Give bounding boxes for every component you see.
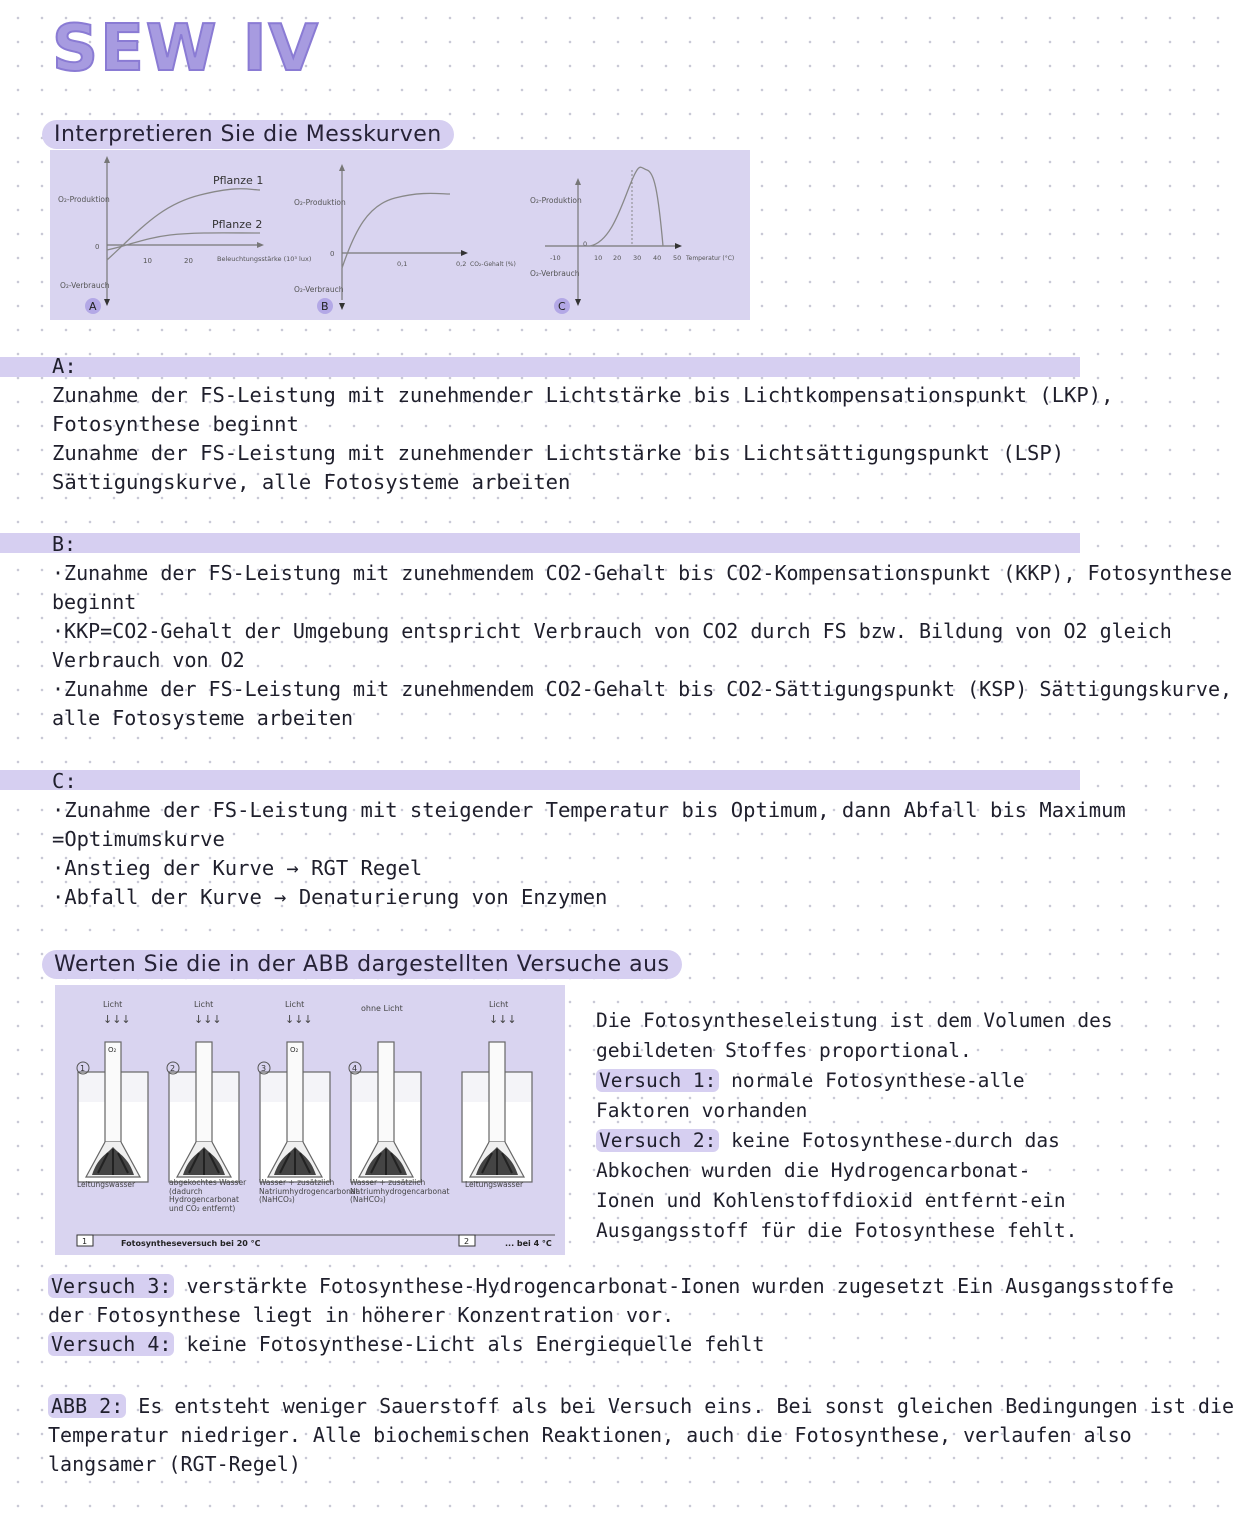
no-light-label: ohne Licht	[361, 1004, 403, 1013]
experiment-svg	[55, 985, 565, 1255]
section-b-line: Verbrauch von O2	[52, 648, 245, 672]
versuch2-label: Versuch 2:	[596, 1129, 719, 1152]
versuch1-text: normale Fotosynthese-alle	[719, 1069, 1025, 1092]
charts-svg	[50, 150, 750, 320]
chart-c-tick: 30	[633, 254, 642, 262]
beaker-number: 4	[352, 1064, 358, 1073]
beaker-5	[462, 1000, 532, 1189]
chart-a-curve2-label: Pflanze 2	[212, 218, 263, 231]
chart-c-zero: 0	[583, 240, 588, 248]
abb2-notes	[48, 1392, 1234, 1479]
oxygen-label: O₂	[290, 1046, 299, 1054]
chart-c-tick: 50	[673, 254, 682, 262]
chart-c-tick: 40	[653, 254, 662, 262]
beaker-caption: Wasser + zusätzlich Natriumhydrogencarbonat (NaHCO₃)	[350, 1178, 450, 1204]
chart-c-ylabel-bottom: O₂-Verbrauch	[530, 269, 580, 278]
beaker-2	[167, 1000, 249, 1229]
chart-a-zero: 0	[95, 243, 100, 251]
section-b	[52, 530, 1233, 733]
chart-a-tick: 20	[184, 257, 193, 265]
section-b-line: ·KKP=CO2-Gehalt der Umgebung entspricht Verbrauch von CO2 durch FS bzw. Bildung von O2 gleich	[52, 619, 1172, 643]
oxygen-label: O₂	[108, 1046, 117, 1054]
chart-a-ylabel-top: O₂-Produktion	[58, 195, 110, 204]
fig1-title: Fotosyntheseversuch bei 20 °C	[121, 1239, 261, 1248]
section-a-line: Zunahme der FS-Leistung mit zunehmender Lichtstärke bis Lichtsättigungspunkt (LSP)	[52, 441, 1065, 465]
beaker-4	[349, 1004, 450, 1229]
section-a	[52, 352, 1114, 497]
light-arrows-icon: ↓↓↓	[194, 1013, 222, 1026]
experiment-figure	[55, 985, 565, 1255]
chart-a-curve-pflanze2	[107, 233, 260, 250]
chart-a-xlabel: Beleuchtungsstärke (10³ lux)	[217, 255, 312, 263]
light-arrows-icon: ↓↓↓	[285, 1013, 313, 1026]
versuch3-label: Versuch 3:	[48, 1274, 174, 1298]
versuch4-label: Versuch 4:	[48, 1332, 174, 1356]
section-b-line: ·Zunahme der FS-Leistung mit zunehmendem CO2-Gehalt bis CO2-Sättigungspunkt (KSP) Sättigungskurve,	[52, 677, 1233, 701]
section-heading-curves: Interpretieren Sie die Messkurven	[42, 120, 454, 149]
beaker-number: 3	[261, 1064, 267, 1073]
chart-b-zero: 0	[330, 250, 335, 258]
chart-b-tick: 0,2	[456, 260, 467, 268]
beaker-caption: abgekochtes Wasser (dadurch Hydrogencarbonat und CO₂ entfernt)	[169, 1178, 247, 1213]
notes-line: Ausgangsstoff für die Fotosynthese fehlt.	[596, 1219, 1078, 1242]
beaker-3	[258, 1000, 359, 1229]
section-b-label: B:	[52, 532, 77, 556]
beaker-caption: Wasser + zusätzlich Natriumhydrogencarbonat (NaHCO₃)	[259, 1178, 359, 1204]
chart-a-curve1-label: Pflanze 1	[213, 174, 264, 187]
chart-c-badge: C	[558, 300, 566, 313]
experiment-notes	[596, 1006, 1113, 1246]
chart-b-ylabel-bottom: O₂-Verbrauch	[294, 285, 344, 294]
section-c	[52, 767, 1126, 912]
chart-b-badge: B	[321, 300, 329, 313]
versuch2-text: keine Fotosynthese-durch das	[719, 1129, 1060, 1152]
chart-b-xlabel: CO₂-Gehalt (%)	[470, 261, 516, 268]
section-a-line: Fotosynthese beginnt	[52, 412, 299, 436]
section-heading-experiments: Werten Sie die in der ABB dargestellten Versuche aus	[42, 950, 682, 979]
abb2-line: Temperatur niedriger. Alle biochemischen Reaktionen, auch die Fotosynthese, verlaufen also	[48, 1423, 1132, 1447]
versuch3-line: der Fotosynthese liegt in höherer Konzentration vor.	[48, 1303, 675, 1327]
beaker-number: 2	[170, 1064, 176, 1073]
chart-b-curve	[342, 193, 450, 268]
light-label: Licht	[285, 1000, 305, 1009]
beaker-number: 1	[80, 1064, 86, 1073]
notes-line: gebildeten Stoffes proportional.	[596, 1039, 972, 1062]
beaker-1	[77, 1000, 148, 1189]
fig2-title: ... bei 4 °C	[505, 1239, 552, 1248]
notes-line: Die Fotosyntheseleistung ist dem Volumen des	[596, 1009, 1113, 1032]
notes-line: Ionen und Kohlenstoffdioxid entfernt-ein	[596, 1189, 1066, 1212]
section-c-line: ·Anstieg der Kurve → RGT Regel	[52, 856, 423, 880]
chart-b	[294, 164, 516, 314]
chart-a-badge: A	[89, 300, 97, 313]
chart-c-tick: -10	[550, 254, 561, 262]
chart-a-ylabel-bottom: O₂-Verbrauch	[60, 281, 110, 290]
fig1-number: 1	[82, 1237, 88, 1246]
abb2-label: ABB 2:	[48, 1394, 126, 1418]
abb2-line: langsamer (RGT-Regel)	[48, 1452, 301, 1476]
abb2-text: Es entsteht weniger Sauerstoff als bei Versuch eins. Bei sonst gleichen Bedingungen ist die	[126, 1394, 1234, 1418]
section-c-line: =Optimumskurve	[52, 827, 225, 851]
notes-line: Faktoren vorhanden	[596, 1099, 808, 1122]
section-c-label: C:	[52, 769, 77, 793]
page-title: SEW IV	[52, 12, 321, 86]
versuch3-text: verstärkte Fotosynthese-Hydrogencarbonat-Ionen wurden zugesetzt Ein Ausgangsstoffe	[174, 1274, 1174, 1298]
chart-c-xlabel: Temperatur (°C)	[686, 255, 735, 262]
versuch4-text: keine Fotosynthese-Licht als Energiequelle fehlt	[174, 1332, 765, 1356]
measurement-charts	[50, 150, 750, 320]
versuch1-label: Versuch 1:	[596, 1069, 719, 1092]
light-label: Licht	[194, 1000, 214, 1009]
chart-c-ylabel-top: O₂-Produktion	[530, 196, 582, 205]
section-b-line: ·Zunahme der FS-Leistung mit zunehmendem CO2-Gehalt bis CO2-Kompensationspunkt (KKP), Fotosynthese	[52, 561, 1233, 585]
light-label: Licht	[489, 1000, 509, 1009]
chart-b-tick: 0,1	[397, 260, 408, 268]
beaker-caption: Leitungswasser	[465, 1180, 524, 1189]
chart-b-ylabel-top: O₂-Produktion	[294, 198, 346, 207]
chart-c-tick: 10	[594, 254, 603, 262]
section-c-line: ·Abfall der Kurve → Denaturierung von Enzymen	[52, 885, 608, 909]
light-arrows-icon: ↓↓↓	[489, 1013, 517, 1026]
section-a-label: A:	[52, 354, 77, 378]
light-label: Licht	[103, 1000, 123, 1009]
section-b-line: alle Fotosysteme arbeiten	[52, 706, 354, 730]
beaker-caption: Leitungswasser	[77, 1180, 136, 1189]
light-arrows-icon: ↓↓↓	[103, 1013, 131, 1026]
section-a-line: Zunahme der FS-Leistung mit zunehmender Lichtstärke bis Lichtkompensationspunkt (LKP),	[52, 383, 1114, 407]
versuch-3-4-notes	[48, 1272, 1174, 1359]
chart-c-tick: 20	[613, 254, 622, 262]
notes-line: Abkochen wurden die Hydrogencarbonat-	[596, 1159, 1031, 1182]
section-a-line: Sättigungskurve, alle Fotosysteme arbeiten	[52, 470, 571, 494]
chart-c-curve	[590, 167, 663, 246]
chart-c	[530, 167, 734, 314]
section-c-line: ·Zunahme der FS-Leistung mit steigender Temperatur bis Optimum, dann Abfall bis Maximum	[52, 798, 1126, 822]
chart-a	[58, 156, 311, 314]
fig2-number: 2	[464, 1237, 470, 1246]
section-b-line: beginnt	[52, 590, 137, 614]
chart-a-tick: 10	[143, 257, 152, 265]
